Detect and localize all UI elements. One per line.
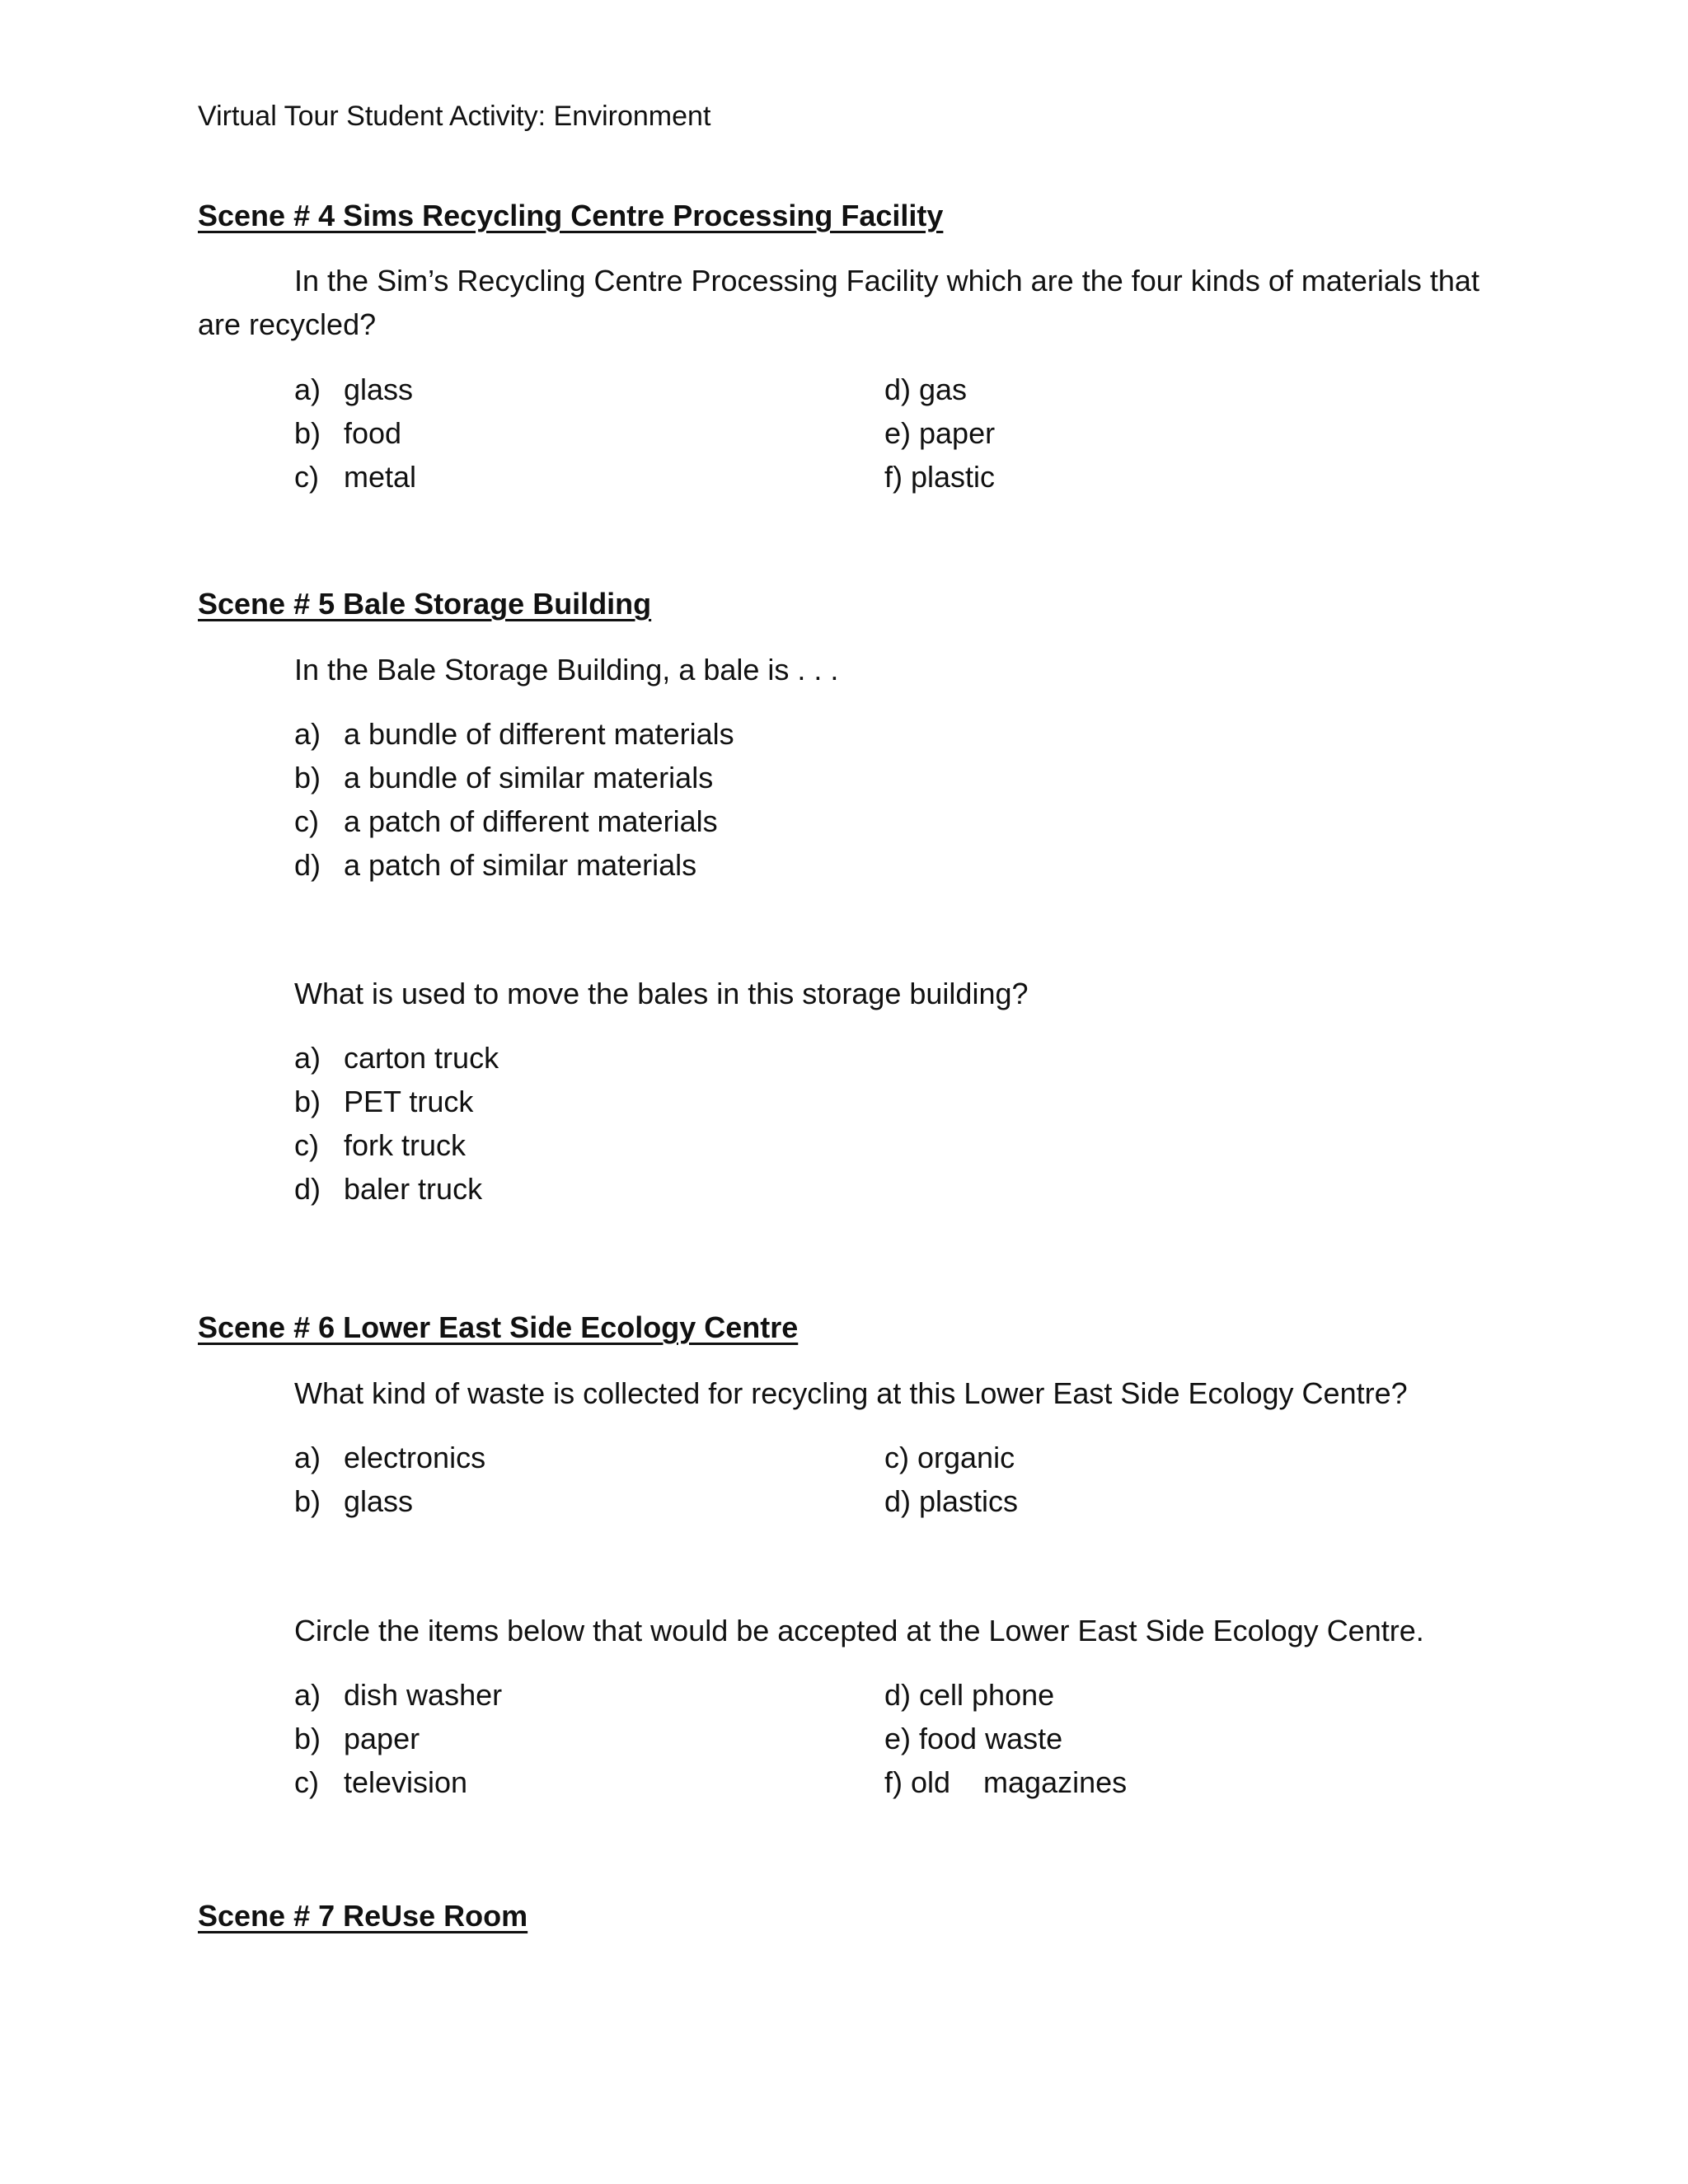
option[interactable]	[884, 1717, 1062, 1760]
option[interactable]	[294, 1436, 485, 1479]
option[interactable]	[884, 411, 995, 455]
option-letter: c)	[294, 460, 319, 494]
option[interactable]	[884, 1760, 1127, 1804]
option[interactable]	[884, 368, 967, 411]
option-letter: d)	[884, 1484, 912, 1518]
scene-4-question: In the Sim’s Recycling Centre Processing Facility which are the four kinds of materials that are recycled?	[198, 264, 1479, 341]
option[interactable]	[294, 1717, 420, 1760]
option-letter: b)	[294, 1484, 321, 1518]
option[interactable]	[294, 1673, 502, 1717]
option[interactable]	[294, 843, 696, 887]
option-text: food	[344, 416, 402, 450]
option-text: a bundle of different materials	[344, 717, 734, 751]
option-text: carton truck	[344, 1041, 499, 1075]
option-letter: c)	[294, 1765, 319, 1799]
option-letter: c)	[294, 804, 319, 838]
option[interactable]	[294, 368, 413, 411]
option-text: gas	[919, 373, 968, 406]
option-letter: d)	[884, 373, 912, 406]
scene-7-title: Scene # 7 ReUse Room	[198, 1899, 528, 1933]
option-letter: d)	[294, 848, 321, 882]
option-text: PET truck	[344, 1085, 474, 1118]
option-letter: a)	[294, 1041, 321, 1075]
option[interactable]	[294, 1479, 413, 1523]
option[interactable]	[884, 1479, 1018, 1523]
option-text: paper	[919, 416, 996, 450]
option-letter: f)	[884, 460, 903, 494]
option[interactable]	[294, 1036, 499, 1080]
option-letter: b)	[294, 416, 321, 450]
option[interactable]	[884, 455, 995, 499]
option-letter: d)	[294, 1172, 321, 1206]
scene-6-title: Scene # 6 Lower East Side Ecology Centre	[198, 1310, 799, 1344]
scene-5-question-1: In the Bale Storage Building, a bale is . . .	[294, 653, 839, 687]
option[interactable]	[294, 712, 734, 756]
option[interactable]	[884, 1436, 1015, 1479]
option-letter: b)	[294, 761, 321, 794]
option-letter: a)	[294, 1441, 321, 1474]
option[interactable]	[884, 1673, 1054, 1717]
option-text: cell phone	[919, 1678, 1055, 1712]
option[interactable]	[294, 1167, 482, 1211]
option-text: glass	[344, 1484, 414, 1518]
option-letter: a)	[294, 1678, 321, 1712]
scene-5-question-2: What is used to move the bales in this storage building?	[294, 977, 1029, 1010]
option[interactable]	[294, 455, 416, 499]
option[interactable]	[294, 756, 713, 799]
option[interactable]	[294, 1123, 466, 1167]
option-text: a patch of different materials	[344, 804, 718, 838]
option-letter: d)	[884, 1678, 912, 1712]
option-letter: a)	[294, 717, 321, 751]
option-text: television	[344, 1765, 468, 1799]
option-text: organic	[917, 1441, 1015, 1474]
option-letter: f)	[884, 1765, 903, 1799]
option[interactable]	[294, 799, 718, 843]
option-text: plastic	[911, 460, 996, 494]
option-text: baler truck	[344, 1172, 483, 1206]
scene-4-title: Scene # 4 Sims Recycling Centre Processing Facility	[198, 199, 944, 232]
page-header: Virtual Tour Student Activity: Environment	[198, 101, 711, 132]
option-text: dish washer	[344, 1678, 503, 1712]
option-letter: b)	[294, 1085, 321, 1118]
option-letter: b)	[294, 1722, 321, 1755]
scene-6-question-2: Circle the items below that would be accepted at the Lower East Side Ecology Centre.	[294, 1614, 1424, 1647]
scene-6-question-1: What kind of waste is collected for recycling at this Lower East Side Ecology Centre?	[294, 1376, 1408, 1410]
option[interactable]	[294, 1760, 467, 1804]
option-letter: e)	[884, 416, 912, 450]
option-text: food waste	[919, 1722, 1063, 1755]
option[interactable]	[294, 411, 401, 455]
option-letter: e)	[884, 1722, 912, 1755]
option-text: a patch of similar materials	[344, 848, 697, 882]
option-letter: c)	[294, 1128, 319, 1162]
option-text: fork truck	[344, 1128, 467, 1162]
option[interactable]	[294, 1080, 473, 1123]
option-text: old magazines	[911, 1765, 1128, 1799]
option-text: plastics	[919, 1484, 1019, 1518]
option-letter: a)	[294, 373, 321, 406]
scene-5-title: Scene # 5 Bale Storage Building	[198, 587, 652, 621]
option-letter: c)	[884, 1441, 909, 1474]
option-text: electronics	[344, 1441, 486, 1474]
option-text: paper	[344, 1722, 420, 1755]
option-text: metal	[344, 460, 417, 494]
option-text: glass	[344, 373, 414, 406]
option-text: a bundle of similar materials	[344, 761, 714, 794]
